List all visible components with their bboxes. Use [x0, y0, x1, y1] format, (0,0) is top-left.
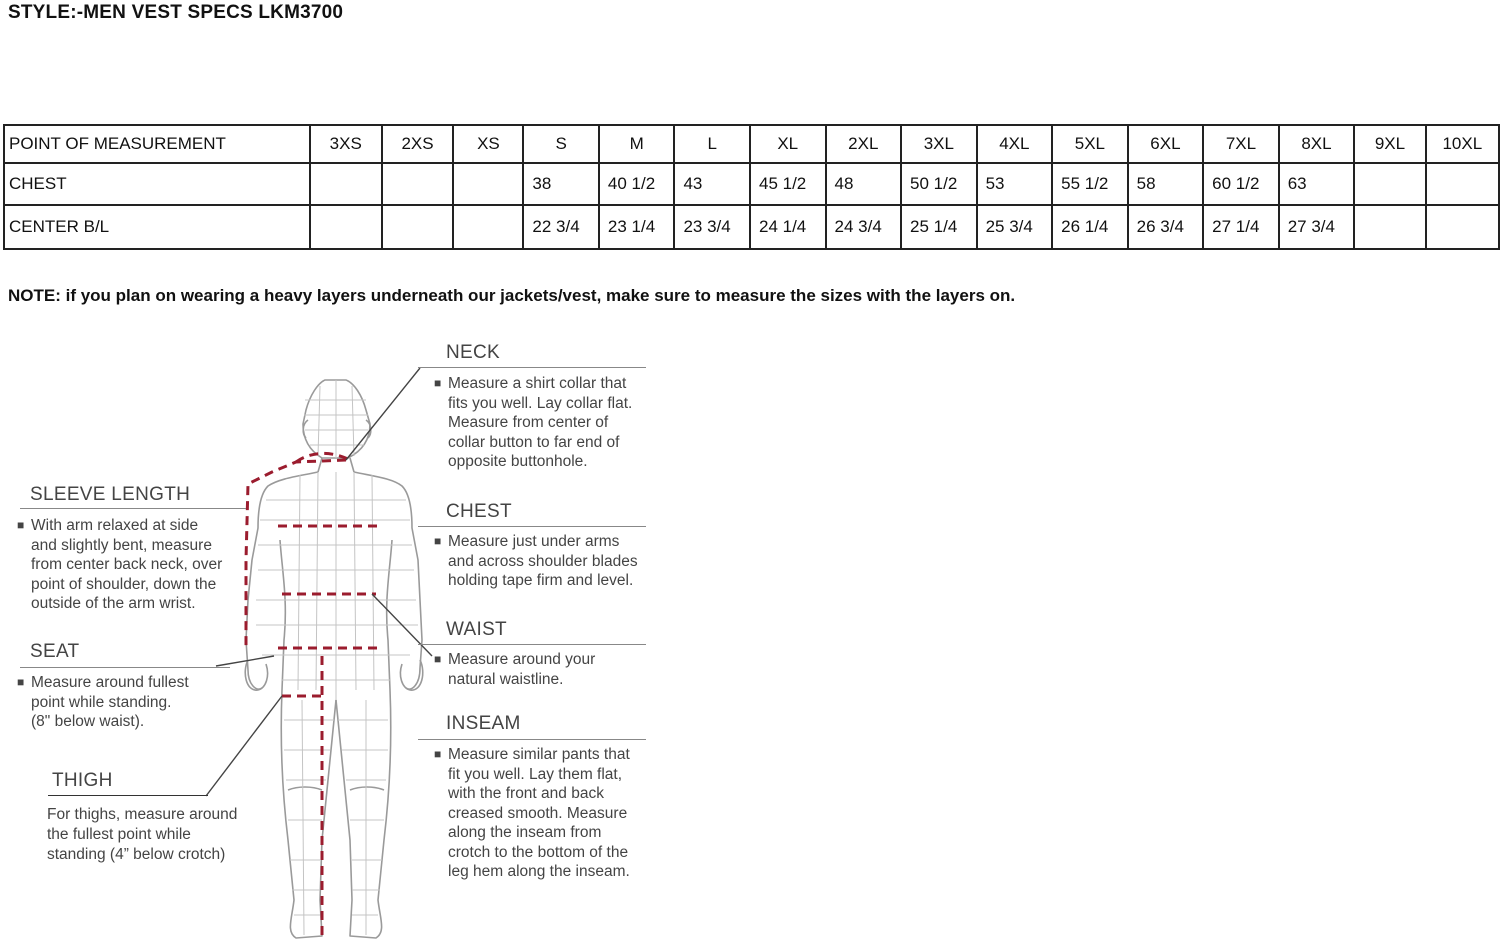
table-cell [453, 163, 523, 205]
seat-rule [20, 667, 230, 668]
header-cell: 2XL [826, 125, 902, 163]
bullet-icon: ■ [434, 747, 442, 761]
table-cell: 45 1/2 [750, 163, 826, 205]
sleeve-line: point of shoulder, down the [31, 575, 217, 593]
waist-rule [418, 644, 646, 645]
neck-line: collar button to far end of [448, 433, 620, 451]
bullet-icon: ■ [17, 675, 25, 689]
bullet-icon: ■ [434, 652, 442, 666]
table-cell: 43 [674, 163, 750, 205]
thigh-line: standing (4” below crotch) [47, 846, 226, 863]
header-cell: 2XS [382, 125, 454, 163]
table-cell [1354, 205, 1425, 249]
table-cell: 27 3/4 [1279, 205, 1355, 249]
neck-line: Measure a shirt collar that [448, 375, 627, 392]
bullet-icon: ■ [17, 518, 25, 532]
chest-line: and across shoulder blades [448, 552, 638, 570]
table-cell: 26 1/4 [1052, 205, 1128, 249]
seat-line: Measure around fullest [31, 674, 189, 691]
size-spec-table [3, 124, 1500, 250]
table-cell: 55 1/2 [1052, 163, 1128, 205]
table-cell: 26 3/4 [1128, 205, 1204, 249]
chest-line: Measure just under arms [448, 533, 620, 550]
sleeve-rule [20, 508, 246, 509]
header-cell: 4XL [977, 125, 1053, 163]
table-cell: 63 [1279, 163, 1355, 205]
header-cell: 10XL [1426, 125, 1499, 163]
waist-title: WAIST [446, 619, 507, 640]
table-cell: 53 [977, 163, 1053, 205]
waist-line: Measure around your [448, 651, 596, 668]
chest-description [434, 532, 638, 591]
thigh-description [47, 805, 237, 865]
inseam-line: along the inseam from [448, 824, 602, 841]
inseam-title: INSEAM [446, 713, 521, 734]
header-cell: 5XL [1052, 125, 1128, 163]
sleeve-line: from center back neck, over [31, 556, 223, 573]
header-cell: 7XL [1203, 125, 1279, 163]
table-cell: 50 1/2 [901, 163, 977, 205]
table-cell [310, 163, 382, 205]
table-cell: 27 1/4 [1203, 205, 1279, 249]
table-cell [310, 205, 382, 249]
table-cell: 25 3/4 [977, 205, 1053, 249]
header-cell: XS [453, 125, 523, 163]
neck-rule [418, 367, 646, 368]
header-cell: 6XL [1128, 125, 1204, 163]
measurement-guide [0, 330, 660, 948]
neck-line: fits you well. Lay collar flat. [448, 394, 633, 412]
header-cell: XL [750, 125, 826, 163]
inseam-description [434, 745, 630, 882]
sleeve-line: outside of the arm wrist. [31, 595, 196, 612]
thigh-rule [48, 795, 208, 796]
table-cell: 23 1/4 [599, 205, 675, 249]
neck-description [434, 374, 633, 472]
chest-title: CHEST [446, 501, 512, 522]
bullet-icon: ■ [434, 376, 442, 390]
table-cell: 38 [523, 163, 599, 205]
neck-line: opposite buttonhole. [448, 453, 588, 470]
header-cell: L [674, 125, 750, 163]
sleeve-description [17, 516, 223, 614]
chest-rule [418, 526, 646, 527]
thigh-title: THIGH [52, 770, 113, 791]
table-cell [382, 163, 454, 205]
table-cell: 58 [1128, 163, 1204, 205]
table-header-row [4, 125, 1499, 163]
inseam-line: with the front and back [448, 785, 604, 802]
table-cell: 23 3/4 [674, 205, 750, 249]
inseam-line: Measure similar pants that [448, 746, 630, 763]
neck-title: NECK [446, 342, 500, 363]
table-cell: 25 1/4 [901, 205, 977, 249]
waist-line: natural waistline. [448, 670, 564, 688]
header-cell: 8XL [1279, 125, 1355, 163]
header-cell: S [523, 125, 599, 163]
sleeve-line: With arm relaxed at side [31, 517, 199, 534]
seat-description [17, 673, 189, 732]
header-cell: 3XL [901, 125, 977, 163]
table-cell: 40 1/2 [599, 163, 675, 205]
header-cell: 3XS [310, 125, 382, 163]
seat-title: SEAT [30, 641, 80, 662]
table-cell [1426, 163, 1499, 205]
bullet-icon: ■ [434, 534, 442, 548]
page-title: STYLE:-MEN VEST SPECS LKM3700 [8, 2, 344, 23]
thigh-line: the fullest point while [47, 826, 191, 843]
row-label: CHEST [4, 163, 310, 205]
sleeve-line: and slightly bent, measure [31, 536, 212, 554]
table-cell [1354, 163, 1425, 205]
table-cell: 24 3/4 [826, 205, 902, 249]
layering-note: NOTE: if you plan on wearing a heavy layers underneath our jackets/vest, make sure to measure the sizes with the layers on. [8, 286, 1016, 305]
thigh-line: For thighs, measure around [47, 806, 238, 823]
table-cell: 60 1/2 [1203, 163, 1279, 205]
neck-line: Measure from center of [448, 414, 609, 431]
chest-line: holding tape firm and level. [448, 572, 634, 589]
table-row [4, 163, 1499, 205]
sleeve-title: SLEEVE LENGTH [30, 484, 191, 505]
inseam-rule [418, 739, 646, 740]
seat-line: (8" below waist). [31, 713, 145, 730]
header-cell: 9XL [1354, 125, 1425, 163]
table-row [4, 205, 1499, 249]
inseam-line: crotch to the bottom of the [448, 843, 629, 861]
waist-description [434, 650, 596, 689]
header-cell: M [599, 125, 675, 163]
table-cell: 24 1/4 [750, 205, 826, 249]
inseam-line: creased smooth. Measure [448, 804, 628, 822]
inseam-line: fit you well. Lay them flat, [448, 765, 623, 783]
table-cell [1426, 205, 1499, 249]
header-cell: POINT OF MEASUREMENT [4, 125, 310, 163]
table-cell [382, 205, 454, 249]
seat-line: point while standing. [31, 693, 172, 711]
inseam-line: leg hem along the inseam. [448, 863, 630, 880]
table-cell: 48 [826, 163, 902, 205]
row-label: CENTER B/L [4, 205, 310, 249]
table-cell [453, 205, 523, 249]
table-cell: 22 3/4 [523, 205, 599, 249]
